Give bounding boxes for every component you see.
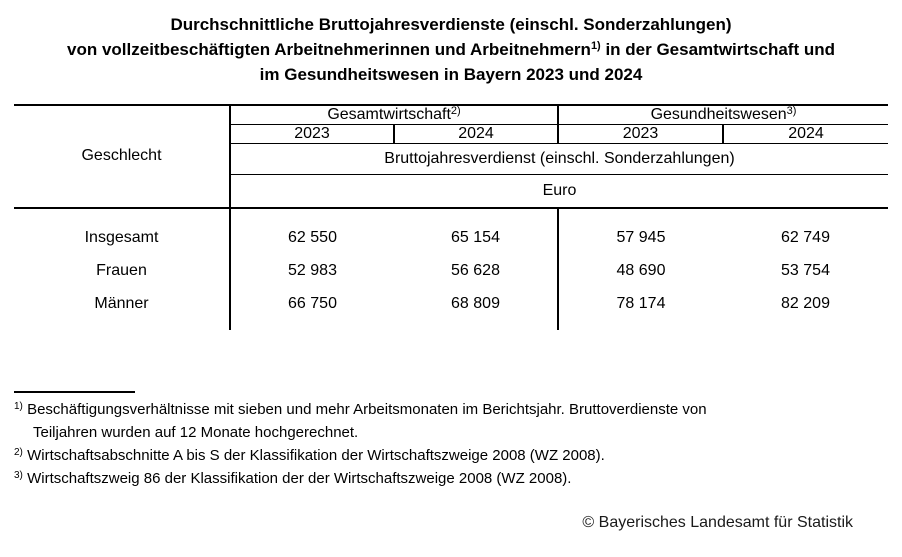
footnote-separator-line <box>14 391 135 393</box>
cell-value: 53 754 <box>781 262 830 279</box>
table-row-maenner <box>14 288 888 321</box>
cell-value: 52 983 <box>288 262 337 279</box>
body-bottom-spacer <box>14 321 888 330</box>
page-title <box>0 12 902 87</box>
table-row-frauen <box>14 255 888 288</box>
footnotes <box>14 398 888 490</box>
cell-value: 65 154 <box>394 222 558 255</box>
cell-value: 68 809 <box>394 288 558 321</box>
cell-value: 48 690 <box>616 262 666 279</box>
cell-value: 62 749 <box>781 229 830 246</box>
footnote-3: $^{3)}$ Wirtschaftszweig 86 der Klassifikation der der Wirtschaftszweige 2008 (WZ 2008). <box>14 470 572 487</box>
year-header-gesamtwirtschaft-2023: 2023 <box>230 125 394 144</box>
footnote-marker-2: 2) <box>14 447 23 458</box>
column-group-gesundheitswesen: Gesundheitswesen$^{3)}$ <box>558 105 888 125</box>
year-header-gesamtwirtschaft-2024: 2024 <box>394 125 558 144</box>
cell-value: 66 750 <box>288 295 337 312</box>
page-title-line1: Durchschnittliche Bruttojahresverdienste (einschl. Sonderzahlungen) <box>170 15 732 34</box>
column-header-geschlecht: Geschlecht <box>14 105 230 208</box>
footnote-ref-1: 1) <box>590 40 601 52</box>
cell-value: 56 628 <box>394 255 558 288</box>
page-title-line2: von vollzeitbeschäftigten Arbeitnehmerinnen und Arbeitnehmern$^{1)}$ in der Gesamtwirtschaft und <box>67 40 835 59</box>
body-top-spacer <box>14 208 888 222</box>
measure-label: Bruttojahresverdienst (einschl. Sonderzahlungen) <box>230 144 888 175</box>
row-label: Frauen <box>14 255 230 288</box>
page-title-line3: im Gesundheitswesen in Bayern 2023 und 2024 <box>259 65 643 84</box>
footnote-2: $^{2)}$ Wirtschaftsabschnitte A bis S der Klassifikation der Wirtschaftszweige 2008 (WZ 2008). <box>14 447 605 464</box>
copyright-credit: © Bayerisches Landesamt für Statistik <box>582 514 853 531</box>
unit-label: Euro <box>230 175 888 208</box>
row-label: Männer <box>14 288 230 321</box>
table-row-insgesamt <box>14 222 888 255</box>
row-label: Insgesamt <box>14 222 230 255</box>
year-header-gesundheitswesen-2023: 2023 <box>558 125 723 144</box>
cell-value: 62 550 <box>288 229 337 246</box>
footnote-ref-2: 2) <box>450 105 461 117</box>
footnote-1: $^{1)}$ Beschäftigungsverhältnisse mit sieben und mehr Arbeitsmonaten im Berichtsjahr. Bruttoverdienste von Teiljahren wurden auf 12 Monate hochgerechnet. <box>14 398 888 444</box>
cell-value: 57 945 <box>616 229 666 246</box>
footnote-1-line2: Teiljahren wurden auf 12 Monate hochgerechnet. <box>33 424 359 441</box>
cell-value: 82 209 <box>781 295 830 312</box>
footnote-marker-3: 3) <box>14 470 23 481</box>
footnote-marker-1: 1) <box>14 401 23 412</box>
year-header-gesundheitswesen-2024: 2024 <box>723 125 888 144</box>
column-group-gesamtwirtschaft: Gesamtwirtschaft$^{2)}$ <box>230 105 558 125</box>
cell-value: 78 174 <box>616 295 666 312</box>
footnote-ref-3: 3) <box>786 105 797 117</box>
earnings-table <box>14 104 888 330</box>
